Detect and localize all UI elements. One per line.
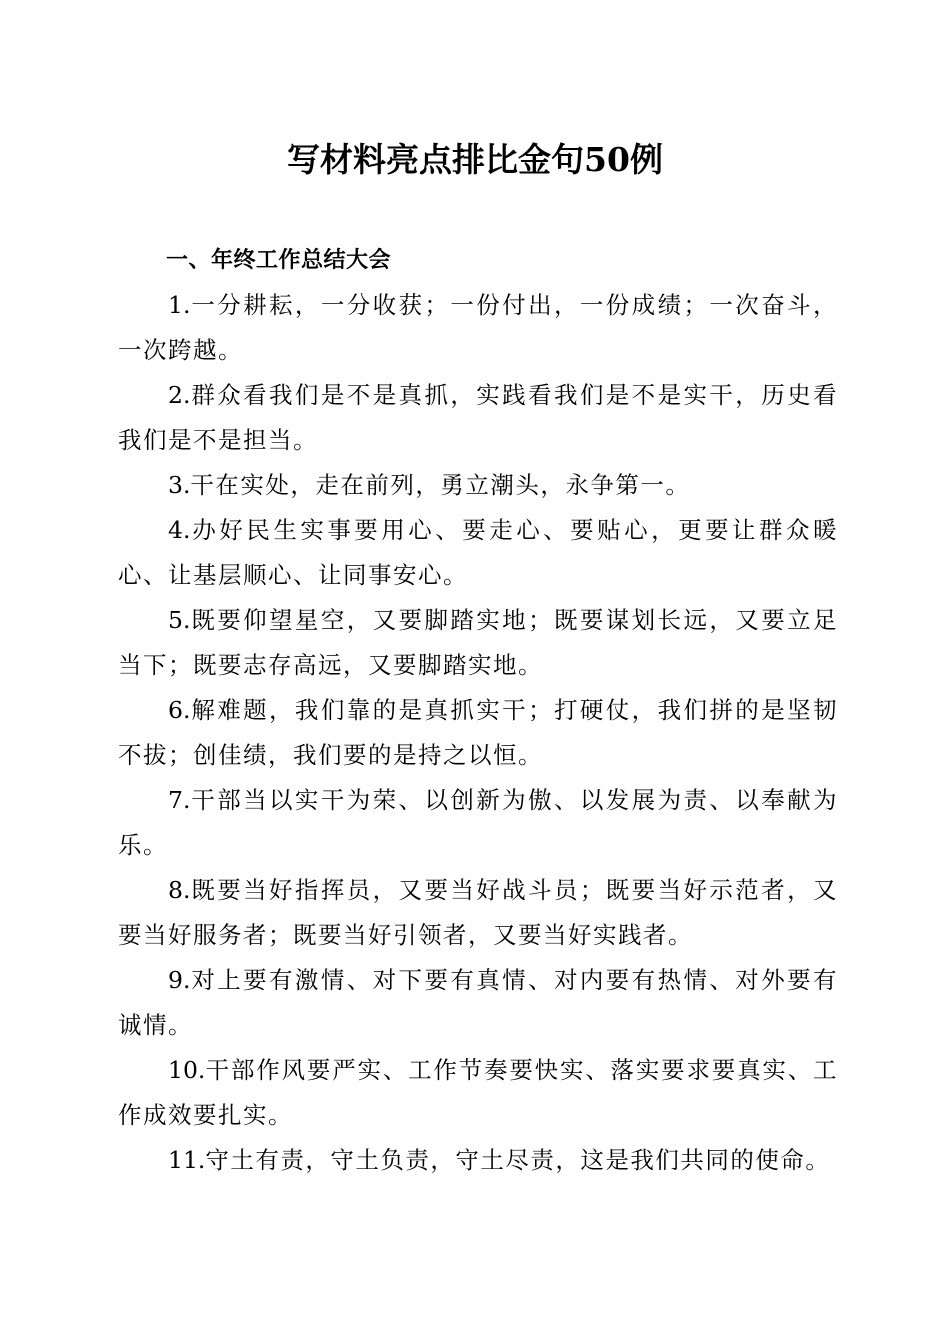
list-item	[118, 508, 838, 598]
item-number: 7.	[168, 786, 191, 814]
item-text: 群众看我们是不是真抓，实践看我们是不是实干，历史看我们是不是担当。	[118, 381, 838, 454]
document-body	[118, 238, 838, 1183]
item-number: 9.	[168, 966, 191, 994]
list-item	[118, 868, 838, 958]
document-title: 写材料亮点排比金句50例	[287, 140, 663, 179]
list-item	[118, 778, 838, 868]
item-number: 1.	[168, 291, 191, 319]
list-item	[118, 958, 838, 1048]
item-number: 5.	[168, 606, 191, 634]
list-item	[118, 1138, 838, 1183]
item-number: 2.	[168, 381, 191, 409]
item-text: 守土有责，守土负责，守土尽责，这是我们共同的使命。	[205, 1146, 831, 1174]
section-heading: 一、年终工作总结大会	[166, 248, 392, 273]
item-number: 3.	[168, 471, 191, 499]
list-item	[118, 1048, 838, 1138]
item-text: 解难题，我们靠的是真抓实干；打硬仗，我们拼的是坚韧不拔；创佳绩，我们要的是持之以恒。	[118, 696, 838, 769]
item-number: 4.	[168, 516, 191, 544]
list-item	[118, 463, 838, 508]
list-item	[118, 688, 838, 778]
list-item	[118, 283, 838, 373]
item-text: 干在实处，走在前列，勇立潮头，永争第一。	[190, 471, 691, 499]
item-text: 干部当以实干为荣、以创新为傲、以发展为责、以奉献为乐。	[118, 786, 838, 859]
item-text: 一分耕耘，一分收获；一份付出，一份成绩；一次奋斗，一次跨越。	[118, 291, 838, 364]
item-number: 6.	[168, 696, 191, 724]
list-item	[118, 598, 838, 688]
item-text: 干部作风要严实、工作节奏要快实、落实要求要真实、工作成效要扎实。	[118, 1056, 838, 1129]
list-item	[118, 373, 838, 463]
item-number: 8.	[168, 876, 191, 904]
item-number: 11.	[168, 1146, 206, 1174]
item-text: 办好民生实事要用心、要走心、要贴心，更要让群众暖心、让基层顺心、让同事安心。	[118, 516, 838, 589]
item-number: 10.	[168, 1056, 206, 1084]
item-text: 既要仰望星空，又要脚踏实地；既要谋划长远，又要立足当下；既要志存高远，又要脚踏实地。	[118, 606, 838, 679]
item-text: 对上要有激情、对下要有真情、对内要有热情、对外要有诚情。	[118, 966, 838, 1039]
item-text: 既要当好指挥员，又要当好战斗员；既要当好示范者，又要当好服务者；既要当好引领者，又要当好实践者。	[118, 876, 838, 949]
